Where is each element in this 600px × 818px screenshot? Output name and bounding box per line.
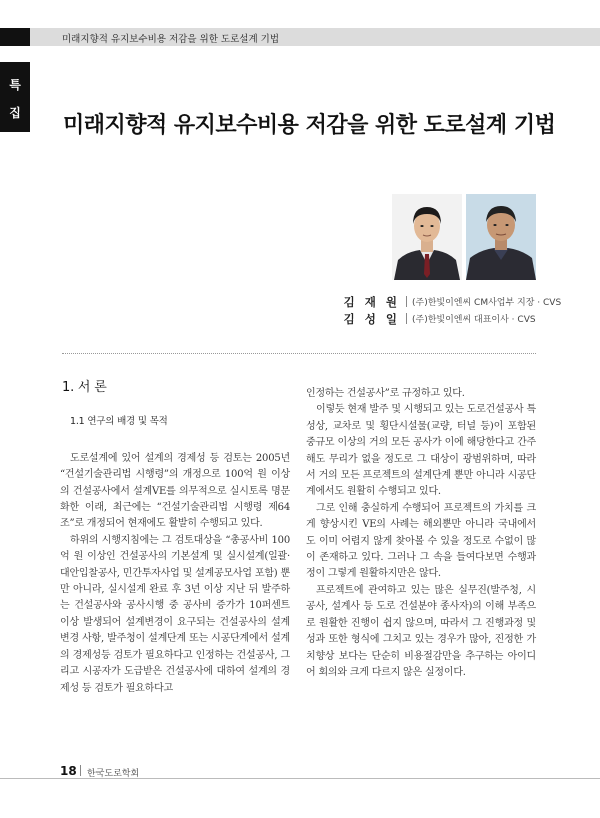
journal-name: 한국도로학회 <box>87 769 140 779</box>
author-photo-1-image <box>392 194 462 280</box>
body-paragraph: 인정하는 건설공사”로 규정하고 있다. <box>306 388 465 399</box>
page-number: 18 <box>60 764 77 778</box>
body-paragraph: 프로젝트에 관여하고 있는 많은 실무진(발주청, 시공사, 설계사 등 도로 건설분야 종사자)의 이해 부족으로 원활한 진행이 쉽지 않으며, 따라서 그 진행과정 및 성과 또한 형식에 그치고 있는 경우가 많아, 진정한 가치향상 보다는 단순히 비용절감만을 추구하는 아이디어 회의와 크게 다르지 않은 실정이다. <box>306 584 536 678</box>
author-photo-2-image <box>466 194 536 280</box>
author-row-1 <box>260 294 562 310</box>
dotted-divider <box>62 353 536 354</box>
author-affiliation: (주)한빛이엔씨 대표이사 · CVS <box>412 315 536 325</box>
footer-divider <box>80 765 81 776</box>
side-tab-char-1: 특 <box>9 78 21 92</box>
subsection-heading: 1.1 연구의 배경 및 목적 <box>70 416 168 428</box>
body-column-left <box>60 380 290 697</box>
body-paragraph: 이렇듯 현재 발주 및 시행되고 있는 도로건설공사 특성상, 교차로 및 횡단시설물(교량, 터널 등)이 포함된 중규모 이상의 거의 모든 공사가 이에 해당한다고 간주해도 무리가 없을 정도로 그 대상이 광범위하며, 따라서 거의 모든 프로젝트의 설계단계 뿐만 아니라 시공단계에서도 원활히 수행되고 있다. <box>306 404 536 498</box>
body-paragraph: 도로설계에 있어 설계의 경제성 등 검토는 2005년 “건설기술관리법 시행령”의 개정으로 100억 원 이상의 건설공사에서 설계VE를 의무적으로 실시토록 명문화한 이래, 최근에는 “건설기술관리법 시행령 제64조”로 개정되어 현재에도 활발히 수행되고 있다. <box>60 452 290 530</box>
section-heading: 1. 서 론 <box>62 380 107 395</box>
body-column-right <box>306 386 536 681</box>
author-row-2 <box>260 311 540 327</box>
side-tab-char-2: 집 <box>9 106 21 120</box>
header-bar-block <box>0 28 30 46</box>
author-photo-1 <box>392 194 462 280</box>
section-side-tab <box>0 62 30 132</box>
running-header-title: 미래지향적 유지보수비용 저감을 위한 도로설계 기법 <box>62 34 279 45</box>
author-name: 김 재 원 <box>343 295 400 309</box>
author-photo-2 <box>466 194 536 280</box>
author-divider <box>406 296 407 307</box>
author-divider <box>406 313 407 324</box>
body-paragraph: 하위의 시행지침에는 그 검토대상을 “총공사비 100억 원 이상인 건설공사의 기본설계 및 실시설계(일괄·대안입찰공사, 민간투자사업 및 설계공모사업 포함) 뿐만 아니라, 실시설계 완료 후 3년 이상 지난 뒤 발주하는 건설공사와 공사시행 중 공사비 증가가 10퍼센트 이상 발생되어 설계변경이 요구되는 건설공사의 설계변경 사항, 발주청이 설계단계 또는 시공단계에서 설계의 경제성등 검토가 필요하다고 인정하는 건설공사, 그리고 시공자가 도급받은 건설공사에 대하여 설계의 경제성 등 검토가 필요하다고 <box>60 534 290 694</box>
author-affiliation: (주)한빛이엔씨 CM사업부 지장 · CVS <box>412 298 562 308</box>
body-paragraph: 그로 인해 충실하게 수행되어 프로젝트의 가치를 크게 향상시킨 VE의 사례는 해외뿐만 아니라 국내에서도 이미 어렵지 않게 찾아볼 수 있을 정도로 수없이 많이 존재하고 있다. 그러나 그 속을 들여다보면 수행과정이 그렇게 원활하지만은 않다. <box>306 502 536 580</box>
article-title: 미래지향적 유지보수비용 저감을 위한 도로설계 기법 <box>63 113 556 138</box>
author-name: 김 성 일 <box>343 312 400 326</box>
